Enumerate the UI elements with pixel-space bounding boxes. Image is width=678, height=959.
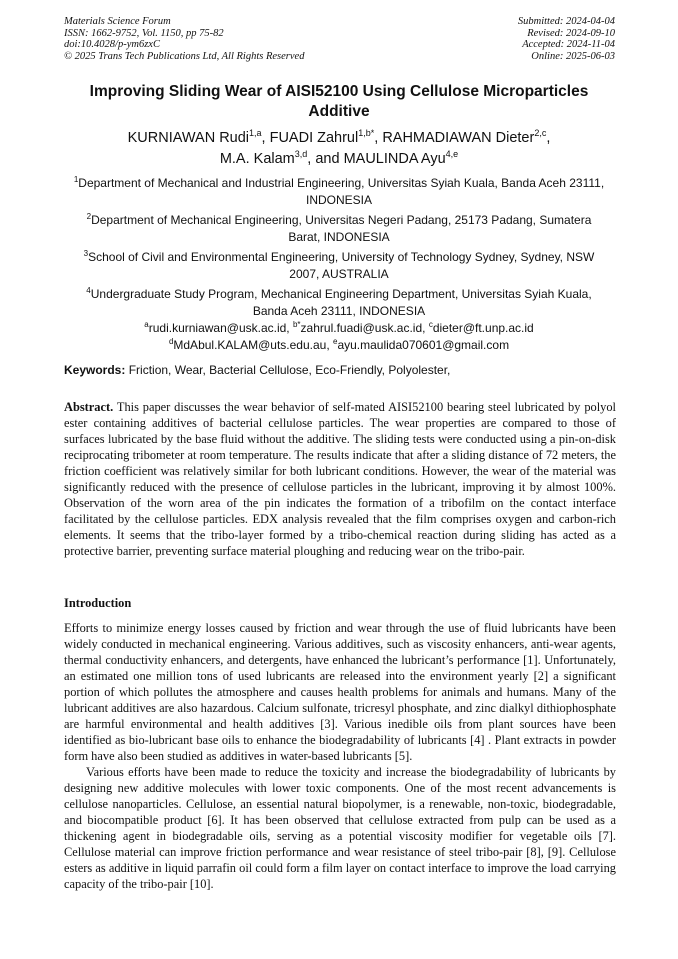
copyright: © 2025 Trans Tech Publications Ltd, All Rights Reserved bbox=[64, 50, 305, 62]
keywords bbox=[64, 363, 616, 378]
submission-dates bbox=[518, 16, 615, 62]
section-heading: Introduction bbox=[64, 596, 132, 610]
author-list bbox=[60, 128, 618, 170]
email-link[interactable]: dieter@ft.unp.ac.id bbox=[432, 321, 534, 335]
abstract-text: This paper discusses the wear behavior of self-mated AISI52100 bearing steel lubricated by polyol ester containing additives of bacterial cellulose particles. The wear properties are compared to those of surfaces lubricated by the base fluid without the additive. The sliding tests were conducted using a pin-on-disk reciprocating tribometer at room temperature. The results indicate that after a sliding distance of 72 meters, the friction coefficient was relatively similar for both lubricant conditions. However, the wear of the material was significantly reduced with the presence of cellulose particles in the lubricant, improving it by almost 100%. Observation of the worn area of the pin indicates the formation of a tribofilm on the contact interface facilitated by the cellulose particles. EDX analysis revealed that the film comprises oxygen and carbon-rich elements. It seems that the tribo-layer formed by a tribo-chemical reaction during sliding has acted as a protective barrier, preventing surface material ploughing and reducing wear on the tribo-pair. bbox=[64, 400, 616, 558]
affiliation-3: $^3$School of Civil and Environmental Engineering, University of Technology Sydney, Sydney, NSW 2007, AUSTRALIA bbox=[83, 249, 595, 281]
keywords-label: Keywords: bbox=[64, 363, 126, 377]
email-link[interactable]: ayu.maulida070601@gmail.com bbox=[337, 338, 510, 352]
affiliation-4: $^4$Undergraduate Study Program, Mechanical Engineering Department, Universitas Syiah Kuala, Banda Aceh 23111, INDONESIA bbox=[86, 286, 592, 318]
revised-date: Revised: 2024-09-10 bbox=[527, 27, 615, 39]
author: MAULINDA Ayu$^{4,e}$ bbox=[343, 149, 459, 167]
author: RAHMADIAWAN Dieter$^{2,c}$, bbox=[382, 128, 551, 146]
submitted-date: Submitted: 2024-04-04 bbox=[517, 16, 615, 27]
online-date: Online: 2025-06-03 bbox=[531, 50, 615, 62]
abstract bbox=[64, 399, 616, 559]
author: KURNIAWAN Rudi$^{1,a}$, bbox=[127, 128, 270, 146]
doi: doi:10.4028/p-ym6zxC bbox=[64, 39, 160, 50]
email-list: $^a$rudi.kurniawan@usk.ac.id, $^{b*}$zahrul.fuadi@usk.ac.id, $^c$dieter@ft.unp.ac.id $^d$MdAbul.KALAM@uts.edu.au, $^e$ayu.maulida070601@gmail.com bbox=[144, 320, 534, 352]
paragraph: Various efforts have been made to reduce the toxicity and increase the biodegradability of lubricants by designing new additive molecules with lower toxic components. One of the most recent advancements is cellulose nanoparticles. Cellulose, an essential natural biopolymer, is a renewable, non-toxic, biodegradable, and biocompatible product [6]. It has been observed that cellulose extracted from pulp can be used as a thickening agent in biodegradable oils, serving as a potential viscosity modifier for vegetable oils [7]. Cellulose material can improve friction performance and wear resistance of steel tribo-pair [8], [9]. Cellulose esters as additive in liquid parrafin oil could form a film layer on contact interface to improve the load carrying capacity of the tribo-pair [10]. bbox=[64, 765, 616, 891]
paragraph: Efforts to minimize energy losses caused by friction and wear through the use of fluid lubricants have been widely conducted in mechanical engineering. Various additives, such as viscosity enhancers, anti-wear agents, thermal conductivity enhancers, and detergents, have enhanced the lubricant’s performance [1]. Unfortunately, an estimated one million tons of used lubricants are released into the environment yearly [2] a significant portion of which pollutes the atmosphere and causes health problems for animals and humans. Many of the lubricant additives are also hazardous. Calcium sulfonate, tricresyl phosphate, and zinc dialkyl dithiophosphate are harmful environmental and health additives [3]. Various inedible oils from plant sources have been identified as bio-lubricant base oils to enhance the biodegradability of lubricants [4] . Plant extracts in powder form have also been studied as additives in water-based lubricants [5]. bbox=[64, 621, 616, 763]
journal-info bbox=[64, 16, 304, 62]
email-link[interactable]: rudi.kurniawan@usk.ac.id, bbox=[148, 321, 290, 335]
keywords-text: Friction, Wear, Bacterial Cellulose, Eco-Friendly, Polyolester, bbox=[128, 363, 451, 377]
affiliation-2: $^2$Department of Mechanical Engineering, Universitas Negeri Padang, 25173 Padang, Sumatera Barat, INDONESIA bbox=[86, 212, 592, 244]
introduction-body bbox=[64, 620, 616, 892]
email-link[interactable]: MdAbul.KALAM@uts.edu.au, bbox=[173, 338, 330, 352]
issn: ISSN: 1662-9752, Vol. 1150, pp 75-82 bbox=[64, 27, 224, 39]
author: M.A. Kalam$^{3,d}$, and bbox=[219, 149, 344, 167]
author: FUADI Zahrul$^{1,b*}$, bbox=[269, 128, 383, 146]
email-link[interactable]: zahrul.fuadi@usk.ac.id, bbox=[300, 321, 426, 335]
affiliation-1: $^1$Department of Mechanical and Industrial Engineering, Universitas Syiah Kuala, Banda Aceh 23111, INDONESIA bbox=[73, 175, 605, 207]
paper-title: Improving Sliding Wear of AISI52100 Using Cellulose Microparticles Additive bbox=[89, 83, 589, 120]
accepted-date: Accepted: 2024-11-04 bbox=[522, 39, 615, 50]
abstract-label: Abstract. bbox=[64, 400, 114, 414]
journal-name: Materials Science Forum bbox=[64, 16, 171, 27]
